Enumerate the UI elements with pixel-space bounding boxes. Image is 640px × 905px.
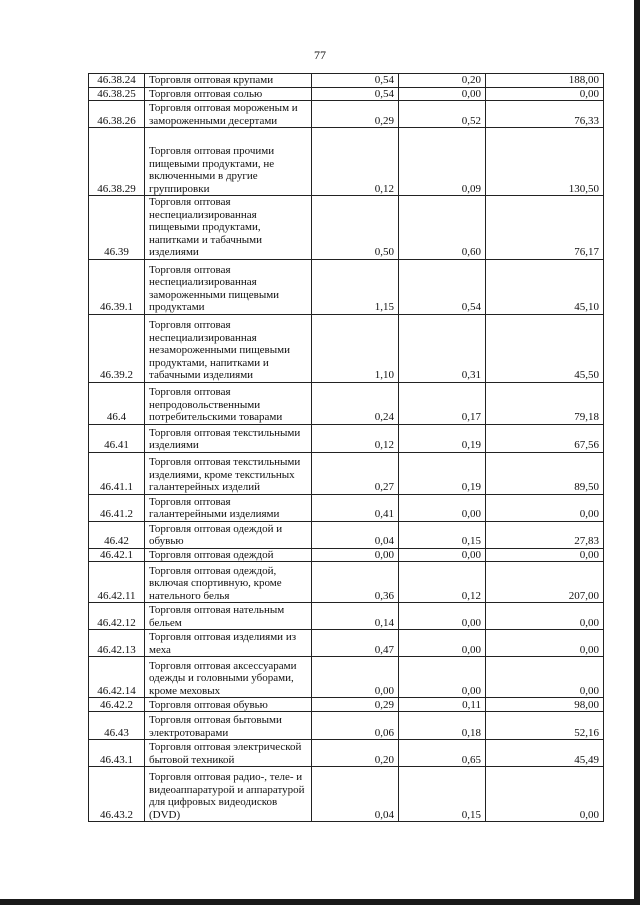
table-row [89, 452, 604, 494]
code-cell: 46.42.13 [89, 630, 145, 657]
code-cell: 46.4 [89, 382, 145, 424]
name-cell: Торговля оптовая изделиями из меха [145, 630, 312, 657]
value-3-cell: 52,16 [486, 712, 604, 740]
value-3-cell: 27,83 [486, 521, 604, 548]
code-cell: 46.41 [89, 424, 145, 452]
name-cell: Торговля оптовая одеждой, включая спортивную, кроме нательного белья [145, 562, 312, 603]
table-row [89, 87, 604, 101]
table-row [89, 74, 604, 88]
name-cell: Торговля оптовая текстильными изделиями [145, 424, 312, 452]
value-3-cell: 0,00 [486, 657, 604, 698]
name-cell: Торговля оптовая одеждой [145, 548, 312, 562]
value-1-cell: 0,06 [312, 712, 399, 740]
code-cell: 46.42 [89, 521, 145, 548]
value-3-cell: 76,17 [486, 196, 604, 260]
code-cell: 46.39.2 [89, 314, 145, 382]
code-cell: 46.42.14 [89, 657, 145, 698]
value-3-cell: 0,00 [486, 603, 604, 630]
value-2-cell: 0,09 [399, 128, 486, 196]
name-cell: Торговля оптовая галантерейными изделиями [145, 494, 312, 521]
table-row [89, 259, 604, 314]
table-row [89, 767, 604, 822]
value-1-cell: 0,36 [312, 562, 399, 603]
name-cell: Торговля оптовая текстильными изделиями, кроме текстильных галантерейных изделий [145, 452, 312, 494]
name-cell: Торговля оптовая бытовыми электротоварами [145, 712, 312, 740]
value-1-cell: 0,12 [312, 424, 399, 452]
name-cell: Торговля оптовая нательным бельем [145, 603, 312, 630]
code-cell: 46.42.2 [89, 698, 145, 712]
page-number: 77 [314, 48, 326, 62]
code-cell: 46.43.2 [89, 767, 145, 822]
value-2-cell: 0,15 [399, 521, 486, 548]
value-2-cell: 0,31 [399, 314, 486, 382]
value-1-cell: 1,15 [312, 259, 399, 314]
table-row [89, 494, 604, 521]
scan-edge-right [634, 0, 640, 905]
value-2-cell: 0,00 [399, 548, 486, 562]
value-1-cell: 0,47 [312, 630, 399, 657]
value-3-cell: 76,33 [486, 101, 604, 128]
value-3-cell: 0,00 [486, 494, 604, 521]
value-2-cell: 0,60 [399, 196, 486, 260]
name-cell: Торговля оптовая одеждой и обувью [145, 521, 312, 548]
table-row [89, 657, 604, 698]
table-row [89, 562, 604, 603]
table-row [89, 630, 604, 657]
table-row [89, 740, 604, 767]
value-2-cell: 0,65 [399, 740, 486, 767]
value-3-cell: 45,50 [486, 314, 604, 382]
code-cell: 46.41.1 [89, 452, 145, 494]
code-cell: 46.42.12 [89, 603, 145, 630]
code-cell: 46.42.1 [89, 548, 145, 562]
value-1-cell: 1,10 [312, 314, 399, 382]
value-2-cell: 0,17 [399, 382, 486, 424]
value-1-cell: 0,00 [312, 548, 399, 562]
value-1-cell: 0,12 [312, 128, 399, 196]
name-cell: Торговля оптовая неспециализированная замороженными пищевыми продуктами [145, 259, 312, 314]
value-3-cell: 89,50 [486, 452, 604, 494]
name-cell: Торговля оптовая электрической бытовой техникой [145, 740, 312, 767]
value-3-cell: 45,49 [486, 740, 604, 767]
value-2-cell: 0,00 [399, 494, 486, 521]
value-3-cell: 0,00 [486, 767, 604, 822]
value-1-cell: 0,29 [312, 101, 399, 128]
table-row [89, 548, 604, 562]
value-3-cell: 207,00 [486, 562, 604, 603]
activity-code-table [88, 73, 604, 822]
value-2-cell: 0,19 [399, 452, 486, 494]
value-1-cell: 0,41 [312, 494, 399, 521]
table-row [89, 314, 604, 382]
value-1-cell: 0,04 [312, 767, 399, 822]
value-1-cell: 0,29 [312, 698, 399, 712]
name-cell: Торговля оптовая непродовольственными потребительскими товарами [145, 382, 312, 424]
code-cell: 46.43.1 [89, 740, 145, 767]
scan-edge-bottom [0, 899, 640, 905]
value-1-cell: 0,27 [312, 452, 399, 494]
table-row [89, 698, 604, 712]
value-3-cell: 79,18 [486, 382, 604, 424]
table-row [89, 603, 604, 630]
code-cell: 46.38.29 [89, 128, 145, 196]
value-1-cell: 0,54 [312, 74, 399, 88]
value-2-cell: 0,15 [399, 767, 486, 822]
value-1-cell: 0,20 [312, 740, 399, 767]
value-2-cell: 0,00 [399, 630, 486, 657]
code-cell: 46.43 [89, 712, 145, 740]
value-3-cell: 45,10 [486, 259, 604, 314]
value-3-cell: 130,50 [486, 128, 604, 196]
value-2-cell: 0,54 [399, 259, 486, 314]
value-1-cell: 0,54 [312, 87, 399, 101]
value-3-cell: 98,00 [486, 698, 604, 712]
value-2-cell: 0,19 [399, 424, 486, 452]
code-cell: 46.38.26 [89, 101, 145, 128]
value-1-cell: 0,14 [312, 603, 399, 630]
value-2-cell: 0,12 [399, 562, 486, 603]
table-row [89, 101, 604, 128]
value-2-cell: 0,00 [399, 603, 486, 630]
value-2-cell: 0,52 [399, 101, 486, 128]
value-2-cell: 0,00 [399, 657, 486, 698]
code-cell: 46.38.25 [89, 87, 145, 101]
table-body [89, 74, 604, 822]
value-2-cell: 0,11 [399, 698, 486, 712]
code-cell: 46.42.11 [89, 562, 145, 603]
name-cell: Торговля оптовая мороженым и замороженными десертами [145, 101, 312, 128]
value-3-cell: 188,00 [486, 74, 604, 88]
name-cell: Торговля оптовая неспециализированная незамороженными пищевыми продуктами, напитками и табачными изделиями [145, 314, 312, 382]
value-3-cell: 67,56 [486, 424, 604, 452]
table-row [89, 521, 604, 548]
value-3-cell: 0,00 [486, 630, 604, 657]
name-cell: Торговля оптовая обувью [145, 698, 312, 712]
name-cell: Торговля оптовая крупами [145, 74, 312, 88]
value-1-cell: 0,04 [312, 521, 399, 548]
value-3-cell: 0,00 [486, 87, 604, 101]
value-2-cell: 0,00 [399, 87, 486, 101]
value-2-cell: 0,20 [399, 74, 486, 88]
name-cell: Торговля оптовая аксессуарами одежды и головными уборами, кроме меховых [145, 657, 312, 698]
name-cell: Торговля оптовая солью [145, 87, 312, 101]
code-cell: 46.39 [89, 196, 145, 260]
code-cell: 46.38.24 [89, 74, 145, 88]
table-row [89, 424, 604, 452]
table-row [89, 196, 604, 260]
value-1-cell: 0,24 [312, 382, 399, 424]
code-cell: 46.41.2 [89, 494, 145, 521]
name-cell: Торговля оптовая прочими пищевыми продуктами, не включенными в другие группировки [145, 128, 312, 196]
table-row [89, 128, 604, 196]
value-1-cell: 0,50 [312, 196, 399, 260]
code-cell: 46.39.1 [89, 259, 145, 314]
name-cell: Торговля оптовая радио-, теле- и видеоаппаратурой и аппаратурой для цифровых видеодисков (DVD) [145, 767, 312, 822]
table-row [89, 382, 604, 424]
value-1-cell: 0,00 [312, 657, 399, 698]
table-row [89, 712, 604, 740]
value-2-cell: 0,18 [399, 712, 486, 740]
value-3-cell: 0,00 [486, 548, 604, 562]
name-cell: Торговля оптовая неспециализированная пищевыми продуктами, напитками и табачными изделиями [145, 196, 312, 260]
